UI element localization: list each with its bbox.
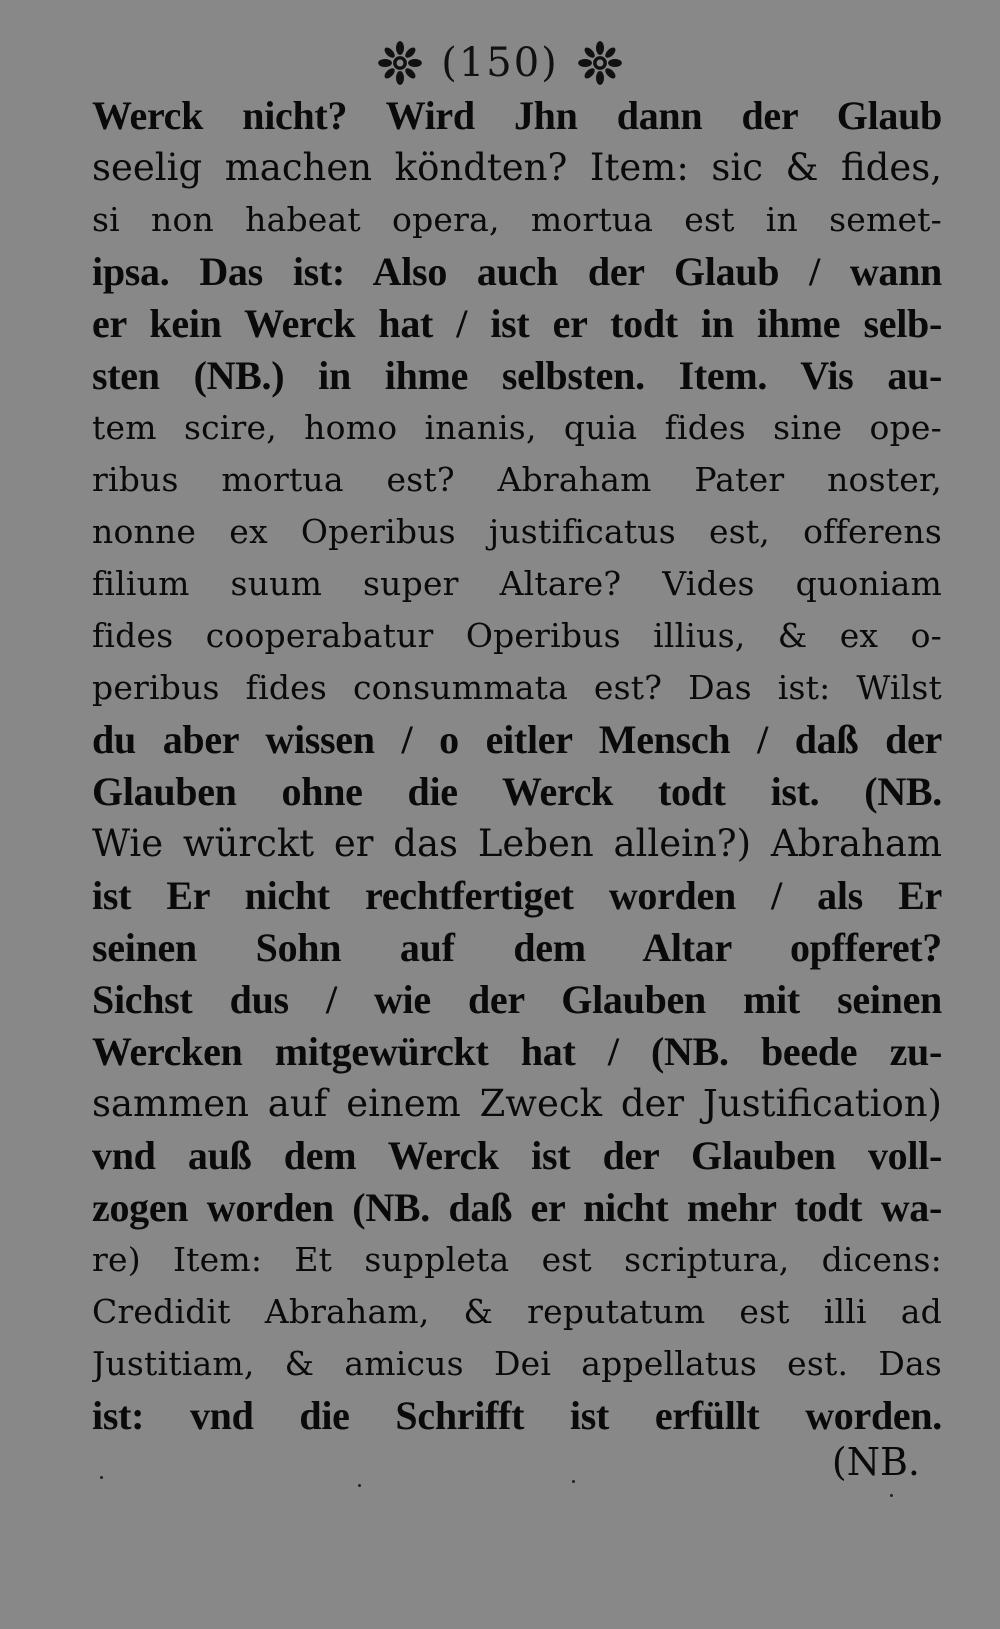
text-line: sten (NB.) in ihme selbsten. Item. Vis au- [92, 353, 942, 398]
text-line: Wie würckt er das Leben allein?) Abraham [92, 822, 942, 865]
rosette-icon [377, 40, 423, 86]
text-line: Credidit Abraham, & reputatum est illi ad [92, 1292, 942, 1331]
text-line: Wercken mitgewürckt hat / (NB. beede zu- [92, 1029, 942, 1074]
text-line: ipsa. Das ist: Also auch der Glaub / wann [92, 249, 942, 294]
ink-speck [890, 1494, 893, 1497]
text-line: filium suum super Altare? Vides quoniam [92, 564, 942, 603]
rosette-icon [577, 40, 623, 86]
text-line: ist: vnd die Schrifft ist erfüllt worden. [92, 1393, 942, 1438]
text-line: er kein Werck hat / ist er todt in ihme selb- [92, 301, 942, 346]
text-line: seinen Sohn auf dem Altar opfferet? [92, 925, 942, 970]
text-line: seelig machen köndten? Item: sic & fides, [92, 146, 942, 189]
text-line: fides cooperabatur Operibus illius, & ex o- [92, 616, 942, 655]
text-line: Sichst dus / wie der Glauben mit seinen [92, 977, 942, 1022]
page-number: (150) [441, 40, 559, 86]
ink-speck [100, 1476, 103, 1479]
ink-speck [572, 1480, 575, 1483]
text-line: si non habeat opera, mortua est in semet- [92, 200, 942, 239]
text-line: re) Item: Et suppleta est scriptura, dicens: [92, 1240, 942, 1279]
text-line: zogen worden (NB. daß er nicht mehr todt wa- [92, 1185, 942, 1230]
text-line: sammen auf einem Zweck der Justification) [92, 1082, 942, 1125]
text-line: tem scire, homo inanis, quia fides sine ope- [92, 408, 942, 447]
text-line: Justitiam, & amicus Dei appellatus est. Das [92, 1344, 942, 1383]
catchword: (NB. [831, 1440, 920, 1484]
text-line: ribus mortua est? Abraham Pater noster, [92, 460, 942, 499]
page-body-text [92, 90, 942, 1442]
text-line: vnd auß dem Werck ist der Glauben voll- [92, 1133, 942, 1178]
ink-speck [358, 1484, 361, 1487]
page-header [0, 28, 1000, 98]
text-line: peribus fides consummata est? Das ist: Wilst [92, 668, 942, 707]
text-line: nonne ex Operibus justificatus est, offerens [92, 512, 942, 551]
text-line: du aber wissen / o eitler Mensch / daß der [92, 717, 942, 762]
text-line: ist Er nicht rechtfertiget worden / als Er [92, 873, 942, 918]
text-line: Werck nicht? Wird Jhn dann der Glaub [92, 93, 942, 138]
text-line: Glauben ohne die Werck todt ist. (NB. [92, 769, 942, 814]
